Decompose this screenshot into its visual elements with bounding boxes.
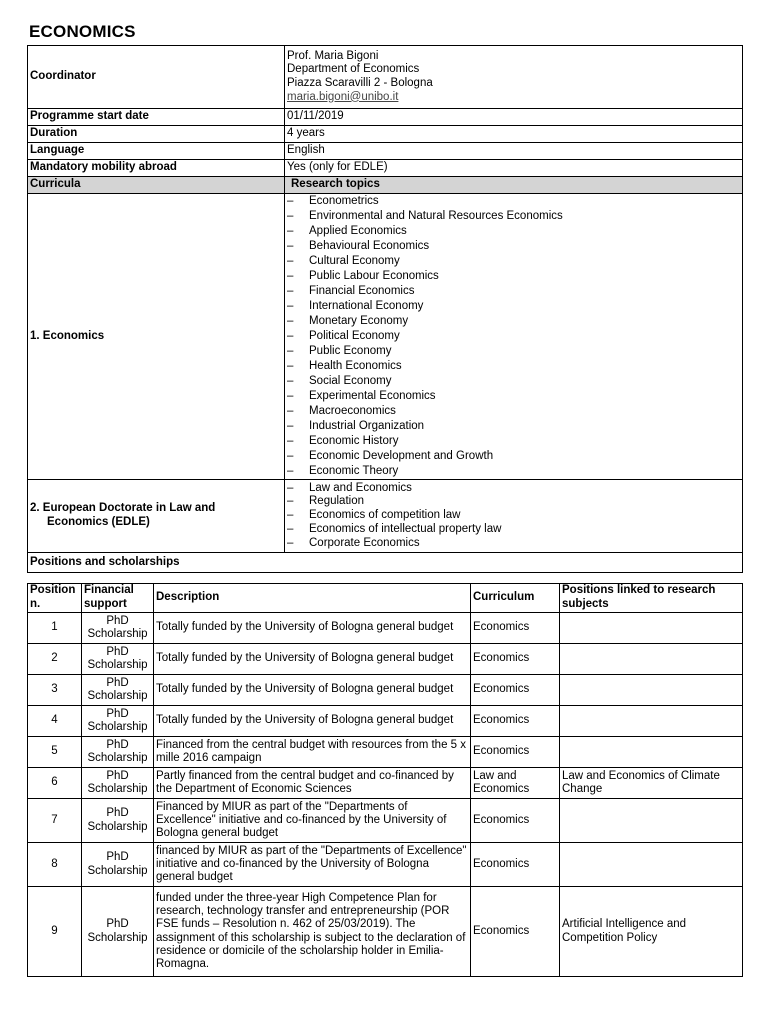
linked-subject [560, 799, 743, 843]
topic-label: Applied Economics [309, 225, 407, 238]
dash-bullet: – [287, 210, 294, 223]
coordinator-email-link[interactable]: maria.bigoni@unibo.it [287, 90, 399, 103]
info-row-mobility [28, 160, 743, 177]
coordinator-department: Department of Economics [287, 63, 420, 76]
table-row [28, 799, 743, 843]
info-label: Mandatory mobility abroad [28, 160, 285, 177]
positions-header-row [28, 584, 743, 613]
positions-table [27, 583, 743, 977]
col-header-financial: Financial support [82, 584, 154, 613]
table-row [28, 706, 743, 737]
dash-bullet: – [287, 536, 294, 549]
col-header-curriculum: Curriculum [471, 584, 560, 613]
info-label: Duration [28, 126, 285, 143]
financial-support: PhD Scholarship [82, 799, 154, 843]
position-number: 2 [28, 644, 82, 675]
col-header-position: Position n. [28, 584, 82, 613]
col-header-description: Description [154, 584, 471, 613]
topic-label: Regulation [309, 495, 364, 508]
topic-item [287, 269, 740, 284]
info-row-start-date [28, 109, 743, 126]
curriculum-name [28, 480, 285, 553]
dash-bullet: – [287, 195, 294, 208]
dash-bullet: – [287, 522, 294, 535]
dash-bullet: – [287, 344, 294, 357]
topic-label: Economics of competition law [309, 509, 461, 522]
topic-label: Public Labour Economics [309, 270, 439, 283]
curriculum: Economics [471, 644, 560, 675]
topic-label: Economic Theory [309, 464, 399, 477]
topic-item [287, 209, 740, 224]
coordinator-value [285, 46, 743, 109]
topic-item [287, 482, 740, 496]
position-number: 9 [28, 887, 82, 977]
topic-item [287, 537, 740, 551]
table-row [28, 887, 743, 977]
linked-subject: Law and Economics of Climate Change [560, 768, 743, 799]
topic-item [287, 509, 740, 523]
coordinator-name: Prof. Maria Bigoni [287, 49, 379, 62]
dash-bullet: – [287, 481, 294, 494]
dash-bullet: – [287, 389, 294, 402]
curriculum-name: 1. Economics [28, 194, 285, 480]
research-topics-header: Research topics [285, 177, 743, 194]
curriculum-name-line: 2. European Doctorate in Law and [30, 502, 216, 515]
topic-item [287, 329, 740, 344]
col-header-linked: Positions linked to research subjects [560, 584, 743, 613]
dash-bullet: – [287, 434, 294, 447]
topic-label: Behavioural Economics [309, 240, 430, 253]
dash-bullet: – [287, 359, 294, 372]
curriculum: Economics [471, 706, 560, 737]
description: Totally funded by the University of Bologna general budget [154, 706, 471, 737]
curriculum: Economics [471, 675, 560, 706]
description: Financed from the central budget with resources from the 5 x mille 2016 campaign [154, 737, 471, 768]
position-number: 5 [28, 737, 82, 768]
position-number: 6 [28, 768, 82, 799]
topic-label: Public Economy [309, 344, 392, 357]
linked-subject [560, 644, 743, 675]
topic-label: Political Economy [309, 330, 400, 343]
info-value: 01/11/2019 [285, 109, 743, 126]
topic-item [287, 254, 740, 269]
dash-bullet: – [287, 285, 294, 298]
dash-bullet: – [287, 449, 294, 462]
topic-item [287, 374, 740, 389]
topic-label: International Economy [309, 300, 424, 313]
topic-label: Law and Economics [309, 481, 412, 494]
dash-bullet: – [287, 419, 294, 432]
table-row [28, 613, 743, 644]
curriculum: Economics [471, 843, 560, 887]
financial-support: PhD Scholarship [82, 706, 154, 737]
topic-list [285, 194, 743, 480]
position-number: 4 [28, 706, 82, 737]
curriculum: Economics [471, 887, 560, 977]
info-value: English [285, 143, 743, 160]
linked-subject: Artificial Intelligence and Competition Policy [560, 887, 743, 977]
dash-bullet: – [287, 240, 294, 253]
topic-item [287, 299, 740, 314]
dash-bullet: – [287, 270, 294, 283]
curriculum: Economics [471, 613, 560, 644]
topic-label: Industrial Organization [309, 419, 425, 432]
topic-label: Social Economy [309, 374, 392, 387]
topic-item [287, 194, 740, 209]
topic-item [287, 404, 740, 419]
topic-item [287, 523, 740, 537]
curriculum: Economics [471, 799, 560, 843]
description: funded under the three-year High Competence Plan for research, technology transfer and entrepreneurship (POR FSE funds – Resolution n. 462 of 25/03/2019). The assignment of this scholarship is subject to the declaration of residence or domicile of the scholarship holder in Emilia-Romagna. [154, 887, 471, 977]
curriculum: Economics [471, 737, 560, 768]
curriculum: Law and Economics [471, 768, 560, 799]
topic-label: Health Economics [309, 359, 402, 372]
positions-section-row [28, 553, 743, 573]
table-row [28, 768, 743, 799]
description: Totally funded by the University of Bologna general budget [154, 644, 471, 675]
dash-bullet: – [287, 330, 294, 343]
dash-bullet: – [287, 300, 294, 313]
dash-bullet: – [287, 509, 294, 522]
topic-label: Financial Economics [309, 285, 415, 298]
financial-support: PhD Scholarship [82, 737, 154, 768]
programme-info-table [27, 45, 743, 573]
table-row [28, 644, 743, 675]
description: Financed by MIUR as part of the "Departments of Excellence" initiative and co-financed by the University of Bologna general budget [154, 799, 471, 843]
topic-label: Monetary Economy [309, 315, 409, 328]
topic-label: Experimental Economics [309, 389, 436, 402]
topic-item [287, 434, 740, 449]
curricula-header: Curricula [28, 177, 285, 194]
topic-item [287, 495, 740, 509]
dash-bullet: – [287, 495, 294, 508]
topic-item [287, 359, 740, 374]
linked-subject [560, 737, 743, 768]
topic-item [287, 344, 740, 359]
topic-label: Macroeconomics [309, 404, 396, 417]
financial-support: PhD Scholarship [82, 887, 154, 977]
dash-bullet: – [287, 225, 294, 238]
page-title: ECONOMICS [29, 22, 136, 41]
coordinator-address: Piazza Scaravilli 2 - Bologna [287, 77, 433, 89]
dash-bullet: – [287, 315, 294, 328]
financial-support: PhD Scholarship [82, 644, 154, 675]
topic-item [287, 419, 740, 434]
position-number: 8 [28, 843, 82, 887]
dash-bullet: – [287, 404, 294, 417]
linked-subject [560, 843, 743, 887]
topic-label: Corporate Economics [309, 536, 420, 549]
info-label: Language [28, 143, 285, 160]
description: financed by MIUR as part of the "Departments of Excellence" initiative and co-financed by the University of Bologna general budget [154, 843, 471, 887]
topic-label: Econometrics [309, 195, 379, 208]
topic-item [287, 224, 740, 239]
table-row [28, 843, 743, 887]
financial-support: PhD Scholarship [82, 768, 154, 799]
table-row [28, 675, 743, 706]
topic-item [287, 389, 740, 404]
topic-item [287, 464, 740, 479]
info-row-language [28, 143, 743, 160]
dash-bullet: – [287, 374, 294, 387]
dash-bullet: – [287, 464, 294, 477]
linked-subject [560, 706, 743, 737]
info-value: 4 years [285, 126, 743, 143]
coordinator-row [28, 46, 743, 109]
curricula-header-row [28, 177, 743, 194]
positions-section-label: Positions and scholarships [28, 553, 743, 573]
topic-label: Environmental and Natural Resources Economics [309, 210, 563, 223]
info-label: Programme start date [28, 109, 285, 126]
curriculum-row-edle [28, 480, 743, 553]
position-number: 3 [28, 675, 82, 706]
dash-bullet: – [287, 255, 294, 268]
topic-item [287, 284, 740, 299]
topic-label: Economic Development and Growth [309, 449, 494, 462]
description: Totally funded by the University of Bologna general budget [154, 675, 471, 706]
position-number: 7 [28, 799, 82, 843]
linked-subject [560, 675, 743, 706]
table-row [28, 737, 743, 768]
topic-list [285, 480, 743, 553]
position-number: 1 [28, 613, 82, 644]
info-value: Yes (only for EDLE) [285, 160, 743, 177]
financial-support: PhD Scholarship [82, 843, 154, 887]
financial-support: PhD Scholarship [82, 675, 154, 706]
linked-subject [560, 613, 743, 644]
financial-support: PhD Scholarship [82, 613, 154, 644]
topic-label: Economic History [309, 434, 399, 447]
topic-label: Economics of intellectual property law [309, 522, 502, 535]
curriculum-name-line: Economics (EDLE) [47, 516, 150, 528]
topic-item [287, 449, 740, 464]
coordinator-label: Coordinator [28, 46, 285, 109]
topic-item [287, 314, 740, 329]
description: Partly financed from the central budget and co-financed by the Department of Economic Sciences [154, 768, 471, 799]
curriculum-row-economics [28, 194, 743, 480]
description: Totally funded by the University of Bologna general budget [154, 613, 471, 644]
topic-item [287, 239, 740, 254]
topic-label: Cultural Economy [309, 255, 400, 268]
info-row-duration [28, 126, 743, 143]
